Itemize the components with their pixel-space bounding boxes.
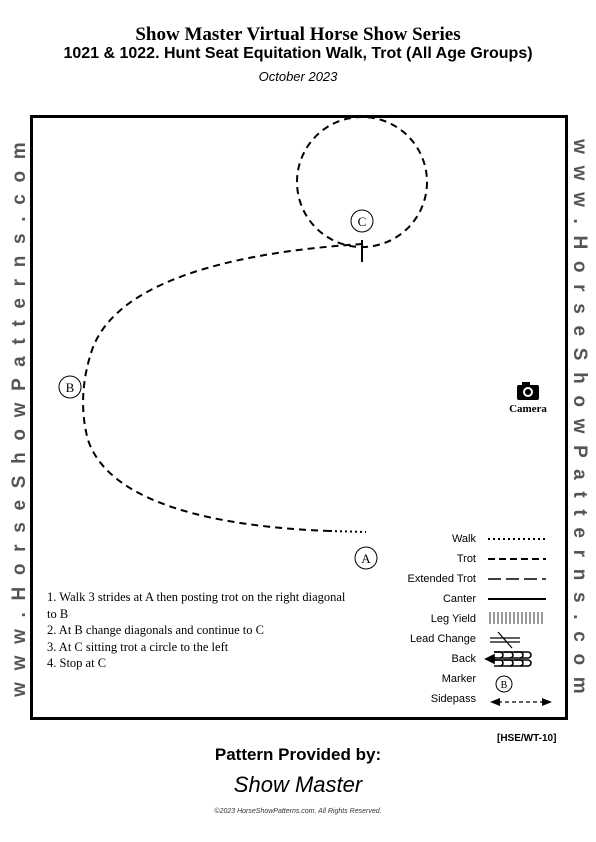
page-title: Show Master Virtual Horse Show Series: [135, 24, 461, 45]
marker-c: [351, 210, 373, 232]
legend-marker-symbol: B: [500, 680, 508, 691]
marker-a-label: A: [361, 551, 371, 566]
legend-label-lead-change: Lead Change: [409, 633, 476, 645]
legend-label-extended-trot: Extended Trot: [407, 573, 476, 585]
pattern-code: [HSE/WT-10]: [497, 733, 557, 744]
legend-label-walk: Walk: [451, 533, 476, 545]
legend-label-trot: Trot: [456, 553, 476, 565]
marker-b: [59, 376, 81, 398]
camera-icon: [517, 382, 539, 400]
back-icon: [486, 652, 531, 666]
watermark-left: w w w . H o r s e S h o w P a t t e r n s . c o m: [9, 139, 30, 697]
instruction-step: 3. At C sitting trot a circle to the left: [47, 639, 229, 654]
marker-icon: [496, 676, 512, 692]
legend-label-leg-yield: Leg Yield: [430, 613, 476, 625]
legend-label-back: Back: [451, 653, 476, 665]
class-subtitle: 1021 & 1022. Hunt Seat Equitation Walk, Trot (All Age Groups): [63, 45, 533, 62]
legend-label-sidepass: Sidepass: [430, 693, 476, 705]
company-name: Show Master: [233, 772, 363, 797]
marker-a: [355, 547, 377, 569]
instruction-step: 1. Walk 3 strides at A then posting trot on the right diagonal to B: [47, 590, 346, 621]
marker-c-label: C: [357, 214, 367, 229]
instruction-step: 4. Stop at C: [47, 656, 107, 670]
leg-yield-icon: [490, 612, 542, 624]
sidepass-icon: [490, 698, 552, 706]
camera-label: Camera: [509, 403, 547, 415]
copyright-notice: ©2023 HorseShowPatterns.com. All Rights Reserved.: [214, 808, 382, 815]
pattern-instructions: [47, 589, 357, 672]
show-date: October 2023: [258, 69, 338, 84]
provided-by-label: Pattern Provided by:: [214, 745, 382, 764]
lead-change-icon: [490, 632, 520, 648]
legend-label-marker: Marker: [441, 673, 476, 685]
trot-path: [83, 244, 362, 531]
marker-b-label: B: [65, 380, 75, 395]
watermark-right: w w w . H o r s e S h o w P a t t e r n s . c o m: [569, 139, 590, 697]
walk-path: [330, 531, 366, 532]
legend-label-canter: Canter: [442, 593, 476, 605]
instruction-step: 2. At B change diagonals and continue to C: [47, 623, 264, 637]
